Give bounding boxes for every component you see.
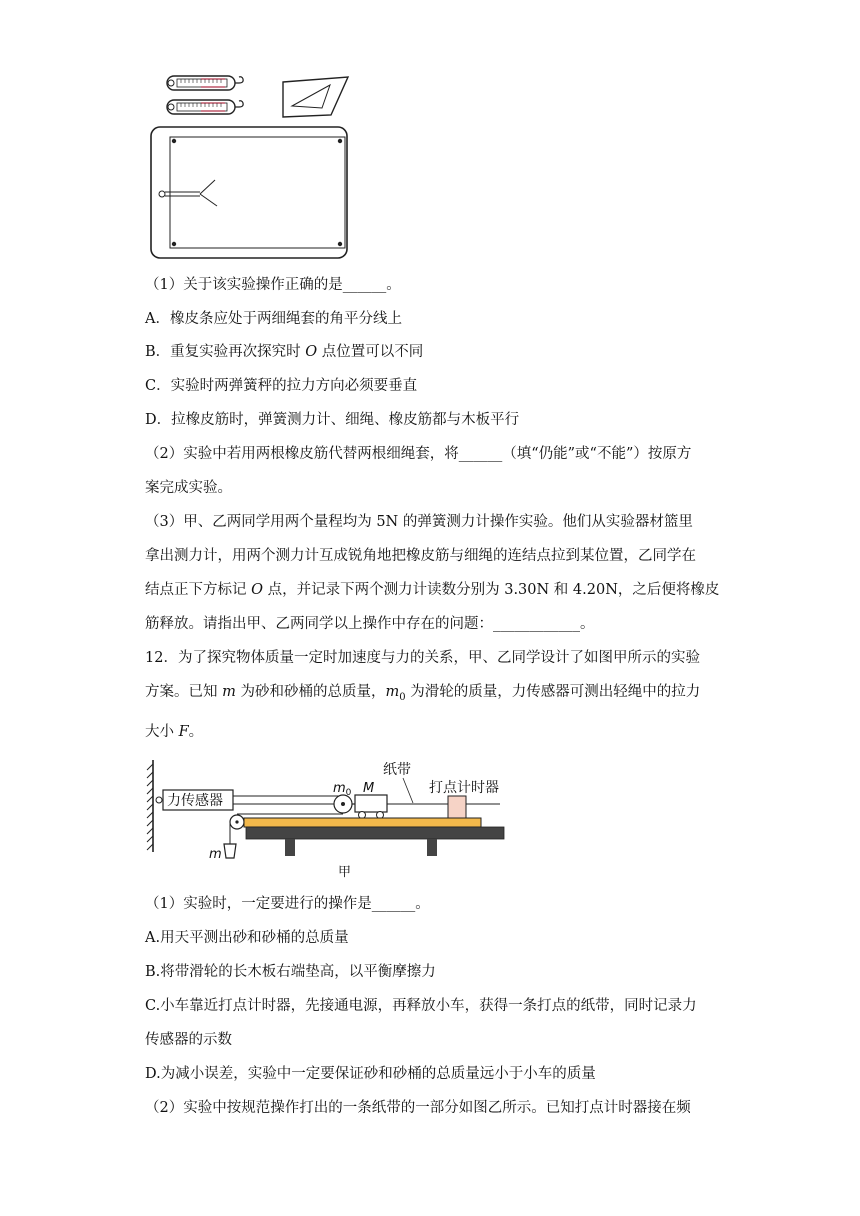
q11-part3-line1: （3）甲、乙两同学用两个量程均为 5N 的弹簧测力计操作实验。他们从实验器材篮里 (145, 514, 693, 530)
q11-option-c[interactable]: C．实验时两弹簧秤的拉力方向必须要垂直 (145, 378, 418, 394)
figure-force-board (145, 70, 365, 260)
q12-part1: （1）实验时，一定要进行的操作是______。 (145, 896, 430, 912)
triangle-ruler-icon (283, 77, 348, 117)
cart-icon (355, 795, 387, 812)
q11-part3-line4: 筋释放。请指出甲、乙两同学以上操作中存在的问题：____________。 (145, 616, 595, 632)
wall-icon (147, 760, 153, 852)
q12-intro-line2: 方案。已知 m 为砂和砂桶的总质量，$m_0$ 为滑轮的质量，力传感器可测出轻绳中的拉力 (145, 684, 701, 703)
wooden-board-icon (151, 127, 347, 258)
label-timer: 打点计时器 (429, 780, 499, 796)
q12-option-d[interactable]: D.为减小误差，实验中一定要保证砂和砂桶的总质量远小于小车的质量 (145, 1066, 596, 1082)
label-force-sensor: 力传感器 (167, 793, 223, 809)
q11-part2-line2: 案完成实验。 (145, 480, 232, 496)
q12-part2: （2）实验中按规范操作打出的一条纸带的一部分如图乙所示。已知打点计时器接在频 (145, 1100, 691, 1116)
q11-part1: （1）关于该实验操作正确的是______。 (145, 277, 401, 293)
q12-option-a[interactable]: A.用天平测出砂和砂桶的总质量 (145, 930, 349, 946)
q11-option-a[interactable]: A．橡皮条应处于两细绳套的角平分线上 (145, 311, 402, 327)
q12-option-c-line2[interactable]: 传感器的示数 (145, 1032, 232, 1048)
spring-scale-icon (167, 76, 243, 90)
long-board-icon (244, 818, 481, 827)
q11-part2-line1: （2）实验中若用两根橡皮筋代替两根细绳套，将______（填“仍能”或“不能”）按原方 (145, 446, 692, 462)
q11-part3-line2: 拿出测力计，用两个测力计互成锐角地把橡皮筋与细绳的连结点拉到某位置，乙同学在 (145, 548, 696, 564)
label-M: M (363, 781, 375, 796)
sand-bucket-icon (224, 844, 236, 858)
timer-icon (448, 796, 466, 818)
table-icon (246, 827, 504, 839)
q12-option-c-line1[interactable]: C.小车靠近打点计时器，先接通电源，再释放小车，获得一条打点的纸带，同时记录力 (145, 998, 697, 1014)
label-m: m (209, 847, 222, 862)
q12-intro-line3: 大小 F。 (145, 724, 204, 740)
q12-option-b[interactable]: B.将带滑轮的长木板右端垫高，以平衡摩擦力 (145, 964, 436, 980)
q11-option-b[interactable]: B．重复实验再次探究时 O 点位置可以不同 (145, 344, 424, 360)
spring-scale-icon (167, 100, 243, 114)
q11-option-d[interactable]: D．拉橡皮筋时，弹簧测力计、细绳、橡皮筋都与木板平行 (145, 412, 520, 428)
label-m0: $m_0$ (333, 781, 352, 798)
q12-intro-line1: 12．为了探究物体质量一定时加速度与力的关系，甲、乙同学设计了如图甲所示的实验 (145, 650, 700, 666)
figure-caption: 甲 (338, 865, 352, 880)
q11-part3-line3: 结点正下方标记 O 点，并记录下两个测力计读数分别为 3.30N 和 4.20N，之后便将橡皮 (145, 582, 720, 598)
figure-experiment-setup (145, 752, 525, 882)
label-paper-tape: 纸带 (383, 762, 411, 778)
